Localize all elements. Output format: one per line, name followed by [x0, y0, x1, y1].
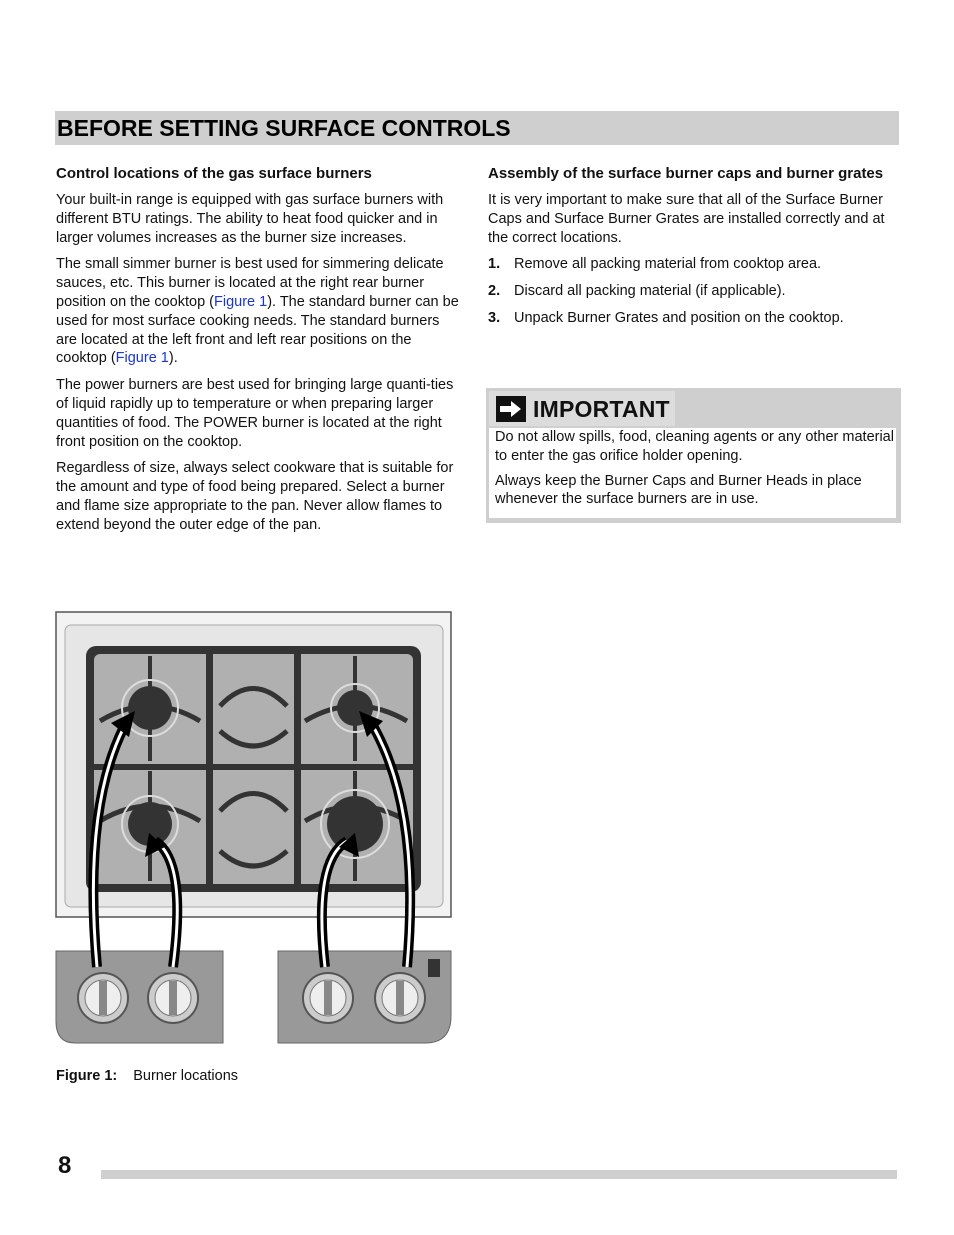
burner-left-rear — [128, 686, 172, 730]
footer-bar — [101, 1170, 897, 1179]
section-title: BEFORE SETTING SURFACE CONTROLS — [57, 115, 511, 141]
knob-icon — [78, 973, 128, 1023]
switch-icon — [428, 959, 440, 977]
left-heading: Control locations of the gas surface burners — [56, 165, 372, 182]
important-body — [489, 428, 896, 518]
page-number: 8 — [58, 1152, 72, 1179]
important-paragraph-1: Do not allow spills, food, cleaning agents or any other material to enter the gas orifice holder opening. — [495, 429, 894, 464]
step-number: 2. — [488, 283, 501, 300]
figure-1-link[interactable]: Figure 1 — [214, 293, 268, 310]
knob-icon — [375, 973, 425, 1023]
left-paragraph-4: Regardless of size, always select cookware that is suitable for the amount and type of food being prepared. Select a burner and flame size appropriate to the pan. Never allow flames to extend beyond the outer edge of the pan. — [56, 460, 454, 533]
figure-caption — [56, 1068, 238, 1084]
knob-icon — [303, 973, 353, 1023]
step-text: Remove all packing material from cooktop area. — [514, 256, 822, 273]
text-span: The small simmer burner is best used for simmering delicate sauces, etc. This burner is located at the right rear burner position on the cooktop ( — [56, 256, 444, 310]
list-item — [488, 282, 898, 301]
right-heading: Assembly of the surface burner caps and burner grates — [488, 165, 884, 182]
important-paragraph-2: Always keep the Burner Caps and Burner Heads in place whenever the surface burners are in use. — [495, 472, 862, 508]
figure-1-link[interactable]: Figure 1 — [115, 350, 169, 367]
arrow-right-icon — [496, 396, 526, 422]
left-paragraph-3: The power burners are best used for bringing large quanti-ties of liquid rapidly up to temperature or when preparing larger quantities of food. The POWER burner is located at the right front position on the cooktop. — [56, 377, 454, 450]
list-item — [488, 255, 898, 274]
cooktop-figure — [55, 611, 452, 1047]
figure-caption-text: Burner locations — [133, 1068, 239, 1084]
important-label: IMPORTANT — [533, 396, 670, 422]
right-column — [488, 165, 898, 336]
text-span: ). The standard burner can be used for most surface cooking needs. The standard burners are located at the left front and left rear positions on the cooktop ( — [56, 293, 459, 367]
step-number: 1. — [488, 256, 501, 273]
left-paragraph-2 — [56, 255, 464, 368]
knob-icon — [148, 973, 198, 1023]
step-number: 3. — [488, 309, 501, 326]
important-box — [486, 388, 901, 523]
step-text: Unpack Burner Grates and position on the cooktop. — [514, 309, 844, 326]
steps-list — [488, 255, 898, 327]
right-intro: It is very important to make sure that all of the Surface Burner Caps and Surface Burner Grates are installed correctly and at the correct locations. — [488, 192, 885, 246]
list-item — [488, 309, 898, 328]
text-span: ). — [168, 350, 178, 367]
important-header — [489, 391, 675, 426]
left-paragraph-1: Your built-in range is equipped with gas surface burners with different BTU ratings. The ability to heat food quicker and in larger volumes increases as the burner size increases. — [56, 192, 444, 246]
figure-label: Figure 1: — [56, 1068, 118, 1084]
step-text: Discard all packing material (if applicable). — [514, 283, 786, 300]
left-column — [56, 165, 464, 535]
section-title-bar — [55, 111, 899, 145]
